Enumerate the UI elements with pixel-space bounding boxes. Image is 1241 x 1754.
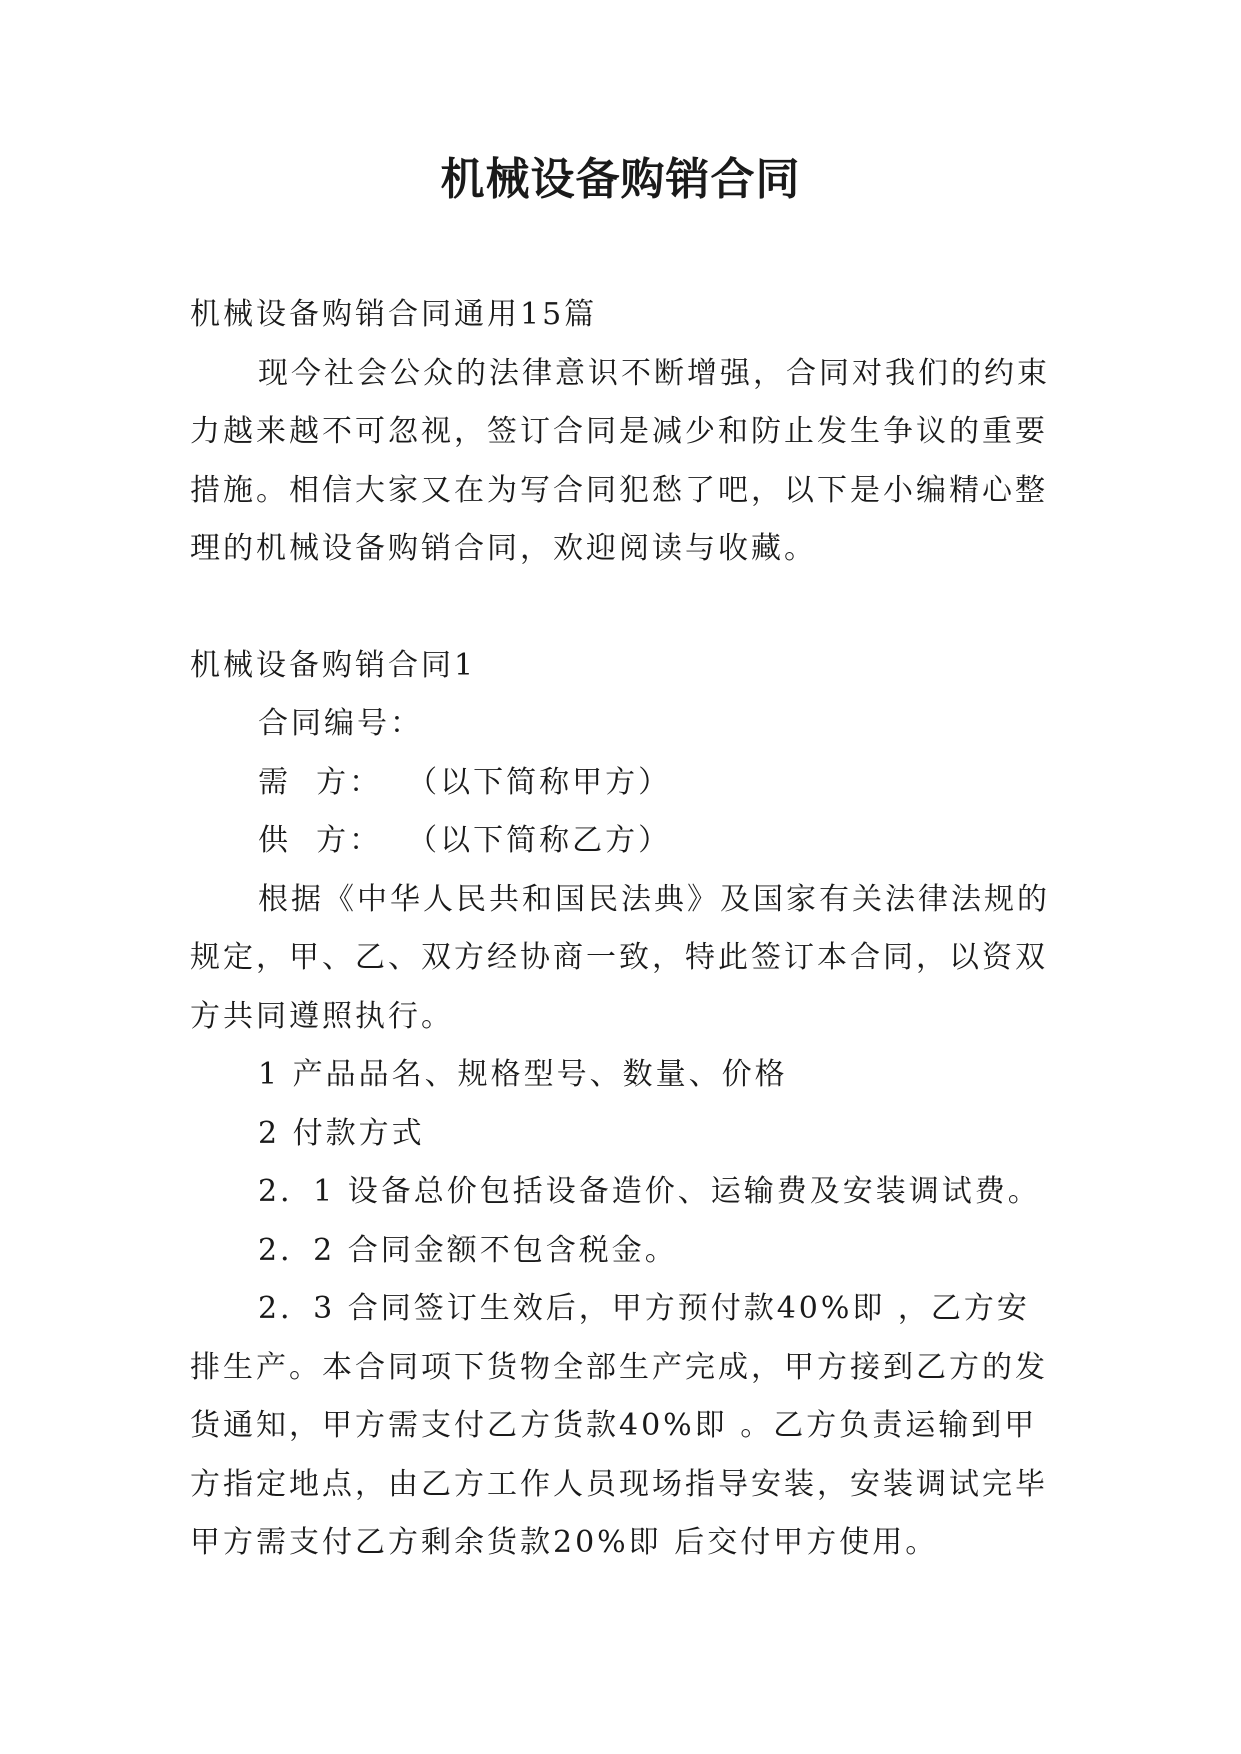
clause-2-2: 2．2 合同金额不包含税金。 xyxy=(258,1232,678,1268)
clause-1: 1 产品品名、规格型号、数量、价格 xyxy=(258,1057,788,1092)
document-title: 机械设备购销合同 xyxy=(440,154,801,205)
preamble-paragraph: 根据《中华人民共和国民法典》及国家有关法律法规的规定，甲、乙、双方经协商一致，特此签订本合同，以资双方共同遵照执行。 xyxy=(190,881,1050,1034)
section-heading: 机械设备购销合同1 xyxy=(190,647,477,683)
clause-2-3: 2．3 合同签订生效后，甲方预付款40%即 ，乙方安排生产。本合同项下货物全部生产完成，甲方接到乙方的发货通知，甲方需支付乙方货款40%即 。乙方负责运输到甲方指定地点，由乙方工作人员现场指导安装，安装调试完毕甲方需支付乙方剩余货款20%即 后交付甲方使用。 xyxy=(190,1291,1048,1560)
seller-line: 供 方： （以下简称乙方） xyxy=(258,823,672,858)
clause-2-1: 2．1 设备总价包括设备造价、运输费及安装调试费。 xyxy=(258,1174,1041,1209)
document-body xyxy=(190,286,1052,1573)
buyer-line: 需 方： （以下简称甲方） xyxy=(258,764,672,800)
clause-2: 2 付款方式 xyxy=(258,1115,425,1151)
intro-paragraph: 现今社会公众的法律意识不断增强，合同对我们的约束力越来越不可忽视，签订合同是减少和防止发生争议的重要措施。相信大家又在为写合同犯愁了吧，以下是小编精心整理的机械设备购销合同，欢迎阅读与收藏。 xyxy=(190,355,1050,566)
paragraph-spacer xyxy=(190,579,1052,637)
document-subtitle: 机械设备购销合同通用15篇 xyxy=(190,297,598,332)
contract-number-line: 合同编号： xyxy=(258,706,423,741)
